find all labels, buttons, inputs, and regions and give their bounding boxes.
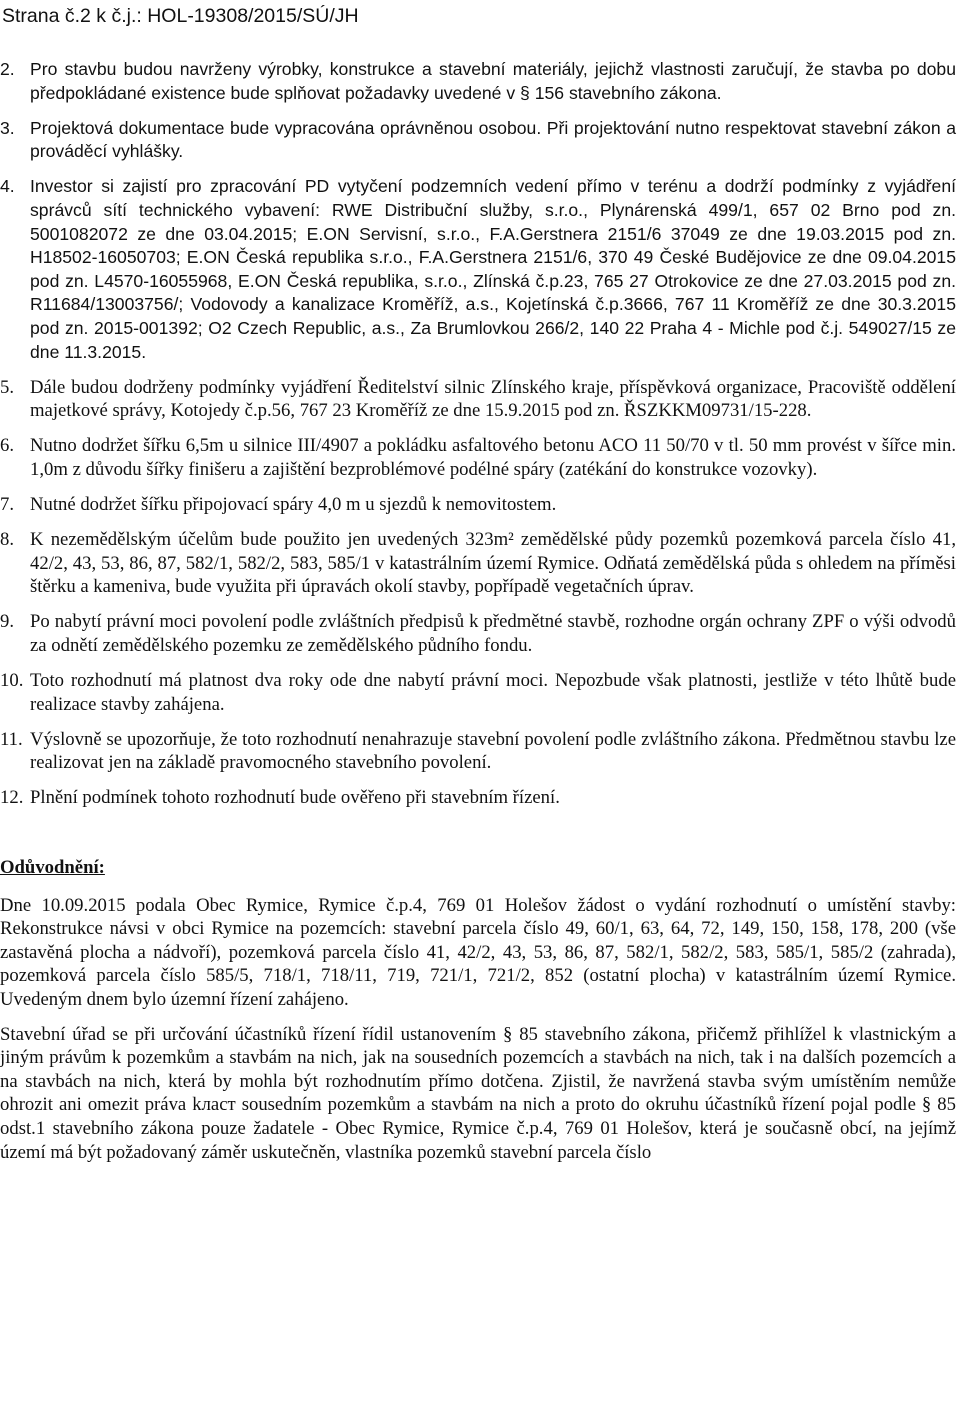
condition-text: K nezemědělským účelům bude použito jen uvedených 323m² zemědělské půdy pozemků pozemková parcela číslo 41, 42/2, 43, 53, 86, 87, 582/1, 582/2, 583, 585/1 v katastrálním území Rymice. Odňatá zemědělská půda s ohledem na příměsi štěrku a kameniva, bude využita při úpravách okolí stavby, popřípadě vegetačních úprav. [30, 529, 956, 598]
justification-paragraph-2: Stavební úřad se při určování účastníků řízení řídil ustanovením § 85 stavebního zákona, přičemž přihlížel k vlastnickým a jiným právům k pozemkům a stavbám na nich, jak na sousedních pozemcích a stavbách na nich, tak i na dalších pozemcích a na stavbách na nich, která by mohla být rozhodnutím přímo dotčena. Zjistil, že navržená stavba svým umístěním nemůže ohrozit ani omezit práva kласт sousedním pozemkům a stavbám na nich a proto do okruhu účastníků řízení pojal podle § 85 odst.1 stavebního zákona pouze žadatele - Obec Rymice, Rymice č.p.4, 769 01 Holešov, která je současně obcí, na jejímž území má být požadovaný záměr uskutečněn, vlastníka pozemků stavební parcela číslo [0, 1023, 956, 1163]
condition-item-6 [0, 434, 956, 481]
condition-text: Nutné dodržet šířku připojovací spáry 4,0 m u sjezdů k nemovitostem. [30, 494, 557, 515]
condition-number: 2. [0, 59, 15, 79]
condition-item-2 [0, 58, 956, 105]
condition-number: 8. [0, 529, 15, 551]
condition-text: Projektová dokumentace bude vypracována oprávněnou osobou. Při projektování nutno respektovat stavební zákon a prováděcí vyhlášky. [30, 117, 956, 162]
condition-item-5 [0, 376, 956, 423]
condition-text: Po nabytí právní moci povolení podle zvláštních předpisů k předmětné stavbě, rozhodne orgán ochrany ZPF o výši odvodů za odnětí zemědělského pozemku ze zemědělského půdního fondu. [30, 611, 956, 656]
condition-text: Nutno dodržet šířku 6,5m u silnice III/4907 a pokládku asfaltového betonu ACO 11 50/70 v tl. 50 mm provést v šířce min. 1,0m z důvodu šířky finišeru a zajištění bezproblémové podélné spáry (zatékání do konstrukce vozovky). [30, 435, 956, 480]
condition-item-10 [0, 669, 956, 716]
document-body [0, 58, 956, 1164]
condition-number: 7. [0, 494, 15, 515]
condition-text: Výslovně se upozorňuje, že toto rozhodnutí nenahrazuje stavební povolení podle zvláštního zákona. Předmětnou stavbu lze realizovat jen na základě pravomocného stavebního povolení. [30, 728, 956, 774]
condition-item-3 [0, 117, 956, 164]
condition-item-9 [0, 610, 956, 657]
condition-number: 10. [0, 670, 24, 692]
condition-number: 6. [0, 435, 15, 457]
condition-item-4 [0, 175, 956, 364]
page-reference-header: Strana č.2 k č.j.: HOL-19308/2015/SÚ/JH [2, 5, 359, 27]
justification-heading: Odůvodnění: [0, 857, 105, 879]
condition-text: Dále budou dodrženy podmínky vyjádření Ředitelství silnic Zlínského kraje, příspěvková organizace, Pracoviště oddělení majetkové správy, Kotojedy č.p.56, 767 23 Kroměříž ze dne 15.9.2015 pod zn. ŘSZKKM09731/15-228. [30, 376, 956, 422]
condition-text: Toto rozhodnutí má platnost dva roky ode dne nabytí právní moci. Nepozbude však platnosti, jestliže v této lhůtě bude realizace stavby zahájena. [30, 670, 956, 715]
condition-item-12 [0, 786, 956, 810]
condition-number: 9. [0, 611, 15, 633]
condition-item-8 [0, 528, 956, 599]
condition-number: 11. [0, 728, 23, 750]
condition-number: 4. [0, 176, 15, 197]
condition-number: 3. [0, 117, 15, 138]
condition-text: Investor si zajistí pro zpracování PD vytyčení podzemních vedení přímo v terénu a dodrží podmínky z vyjádření správců sítí technického vybavení: RWE Distribuční služby, s.r.o., Plynárenská 499/1, 657 02 Brno pod zn. 5001082072 ze dne 03.04.2015; E.ON Servisní, s.r.o., F.A.Gerstnera 2151/6 37049 ze dne 19.03.2015 pod zn. H18502-16050703; E.ON Česká republika s.r.o., F.A.Gerstnera 2151/6, 370 49 České Budějovice ze dne 09.04.2015 pod zn. L4570-16055968, E.ON Česká republika, s.r.o., Zlínská č.p.23, 765 27 Otrokovice ze dne 27.03.2015 pod zn. R11684/13003756/; Vodovody a kanalizace Kroměříž, a.s., Kojetínská č.p.3666, 767 11 Kroměříž ze dne 30.3.2015 pod zn. 2015-001392; O2 Czech Republic, a.s., Za Brumlovkou 266/2, 140 22 Praha 4 - Michle pod č.j. 549027/15 ze dne 11.3.2015. [30, 176, 956, 362]
condition-number: 12. [0, 787, 24, 809]
condition-item-7 [0, 493, 956, 517]
condition-number: 5. [0, 376, 15, 398]
condition-text: Plnění podmínek tohoto rozhodnutí bude ověřeno při stavebním řízení. [30, 787, 560, 809]
condition-item-11 [0, 728, 956, 775]
justification-paragraph-1: Dne 10.09.2015 podala Obec Rymice, Rymice č.p.4, 769 01 Holešov žádost o vydání rozhodnutí o umístění stavby: Rekonstrukce návsi v obci Rymice na pozemcích: stavební parcela číslo 49, 60/1, 63, 64, 72, 149, 150, 158, 178, 200 (vše zastavěná plocha a nádvoří), pozemková parcela číslo 41, 42/2, 43, 53, 86, 87, 582/1, 582/2, 583, 585/1, 585/2 (zahrada), pozemková parcela číslo 585/5, 718/1, 718/11, 719, 721/1, 721/2, 852 (ostatní plocha) v katastrálním území Rymice. Uvedeným dnem bylo územní řízení zahájeno. [0, 894, 956, 1010]
condition-text: Pro stavbu budou navrženy výrobky, konstrukce a stavební materiály, jejichž vlastnosti zaručují, že stavba po dobu předpokládané existence bude splňovat požadavky uvedené v § 156 stavebního zákona. [30, 59, 956, 103]
